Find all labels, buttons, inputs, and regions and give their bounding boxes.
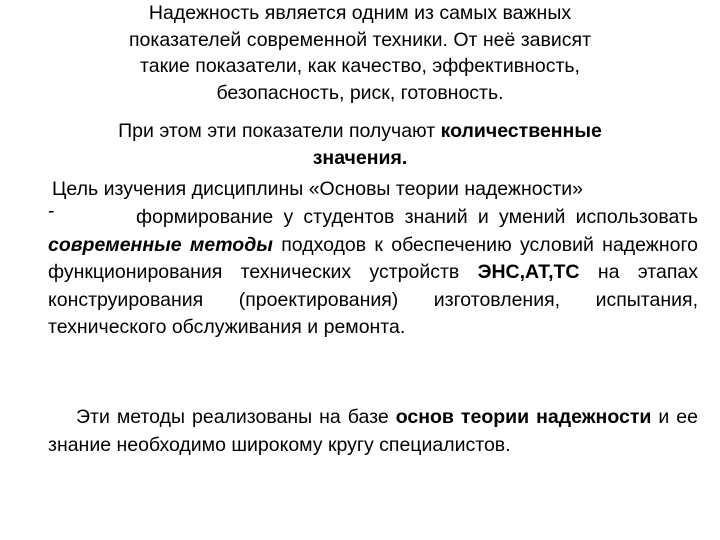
intro-line: безопасность, риск, готовность. [216, 81, 504, 104]
intro-line: Надежность является одним из самых важных [148, 2, 572, 24]
goal-heading: Цель изучения дисциплины «Основы теории надежности» [52, 178, 584, 200]
methods-text-1: Эти методы реализованы на базе [76, 406, 396, 428]
intro-line: показателей современной техники. От неё зависят [128, 28, 592, 51]
goal-bold: ЭНС,АТ,ТС [477, 261, 580, 284]
goal-paragraph [48, 204, 698, 342]
emphasis-paragraph [40, 118, 680, 172]
emphasis-bold-word-2: значения. [312, 147, 408, 169]
emphasis-prefix: При этом эти показатели получают [118, 120, 441, 142]
intro-line: такие показатели, как качество, эффективность, [140, 55, 580, 77]
goal-text-1: формирование у студентов знаний и умений использовать [136, 206, 698, 228]
methods-bold: основ теории надежности [395, 406, 652, 428]
methods-paragraph [48, 404, 698, 459]
methods-text-2: и ее знание необходимо широкому кругу специалистов. [48, 406, 698, 456]
goal-text-2: подходов к обеспечению условий надежного функционирования технических устройств [48, 233, 698, 284]
goal-bold-italic: современные методы [48, 233, 273, 256]
dash-bullet: - [48, 200, 55, 222]
goal-text-3: на этапах конструирования (проектирования) изготовления, испытания, технического обслуживания и ремонта. [48, 261, 698, 339]
emphasis-bold-word: количественные [440, 120, 602, 142]
intro-paragraph [40, 0, 680, 106]
